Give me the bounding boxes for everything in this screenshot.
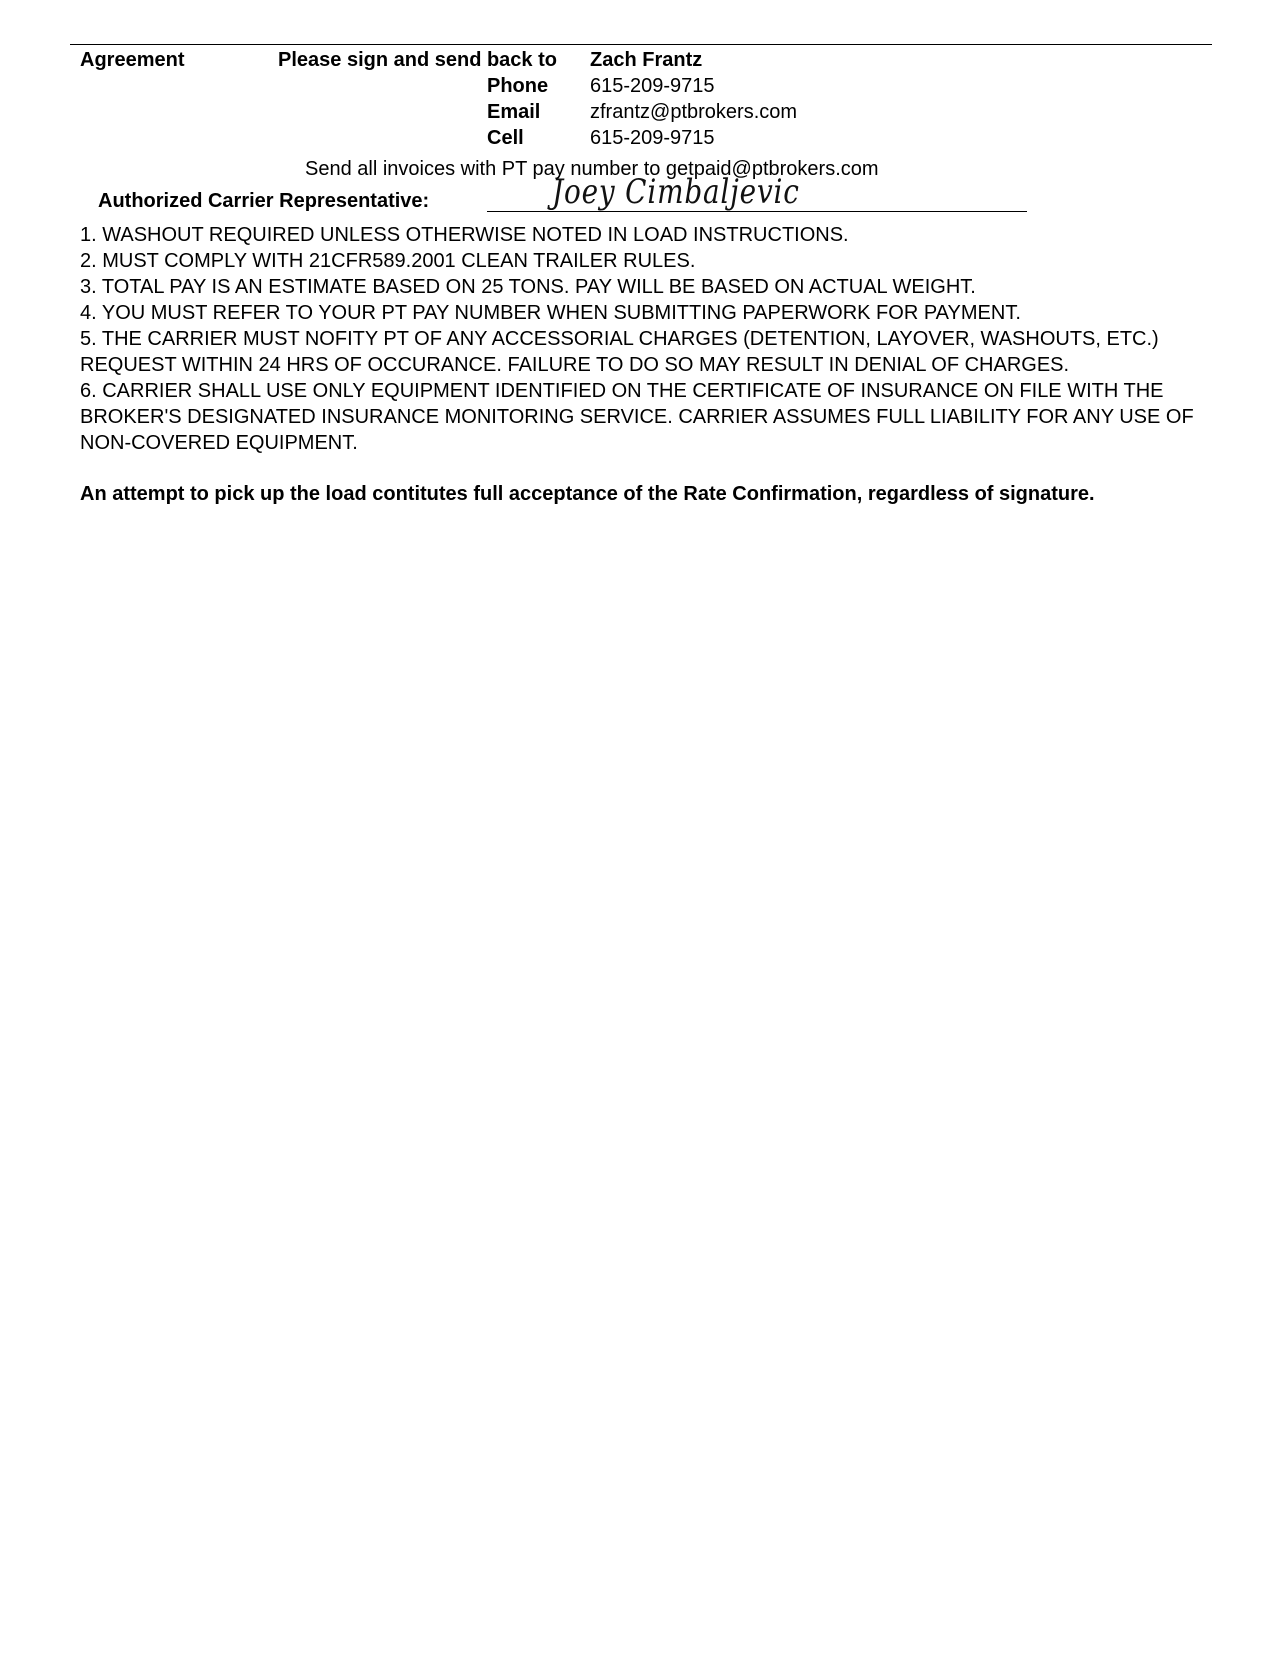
phone-label: Phone — [487, 75, 549, 97]
invoices-note: Send all invoices with PT pay number to getpaid@ptbrokers.com — [305, 158, 879, 180]
phone-value: 615-209-9715 — [590, 75, 715, 97]
cell-label: Cell — [487, 127, 524, 149]
term-item: 6. CARRIER SHALL USE ONLY EQUIPMENT IDENTIFIED ON THE CERTIFICATE OF INSURANCE ON FILE WITH THE BROKER'S DESIGNATED INSURANCE MONITORING SERVICE. CARRIER ASSUMES FULL LIABILITY FOR ANY USE OF NON-COVERED EQUIPMENT. — [80, 380, 1194, 454]
term-item: 4. YOU MUST REFER TO YOUR PT PAY NUMBER WHEN SUBMITTING PAPERWORK FOR PAYMENT. — [80, 302, 1021, 324]
term-item: 5. THE CARRIER MUST NOFITY PT OF ANY ACCESSORIAL CHARGES (DETENTION, LAYOVER, WASHOUTS, ETC.) REQUEST WITHIN 24 HRS OF OCCURANCE. FAILURE TO DO SO MAY RESULT IN DENIAL OF CHARGES. — [80, 328, 1159, 376]
term-item: 2. MUST COMPLY WITH 21CFR589.2001 CLEAN TRAILER RULES. — [80, 250, 696, 272]
cell-value: 615-209-9715 — [590, 127, 715, 149]
top-divider — [70, 44, 1212, 45]
acceptance-note: An attempt to pick up the load contitutes full acceptance of the Rate Confirmation, regardless of signature. — [80, 483, 1095, 505]
handwritten-signature: Joey Cimbaljevic — [552, 172, 800, 212]
terms-list — [80, 222, 1220, 456]
agreement-label: Agreement — [80, 49, 185, 71]
email-value: zfrantz@ptbrokers.com — [590, 101, 798, 123]
email-label: Email — [487, 101, 541, 123]
signature-label: Authorized Carrier Representative: — [98, 190, 430, 212]
term-item: 1. WASHOUT REQUIRED UNLESS OTHERWISE NOTED IN LOAD INSTRUCTIONS. — [80, 224, 849, 246]
send-back-label: Please sign and send back to — [278, 49, 557, 71]
term-item: 3. TOTAL PAY IS AN ESTIMATE BASED ON 25 TONS. PAY WILL BE BASED ON ACTUAL WEIGHT. — [80, 276, 976, 298]
contact-name: Zach Frantz — [590, 49, 703, 71]
